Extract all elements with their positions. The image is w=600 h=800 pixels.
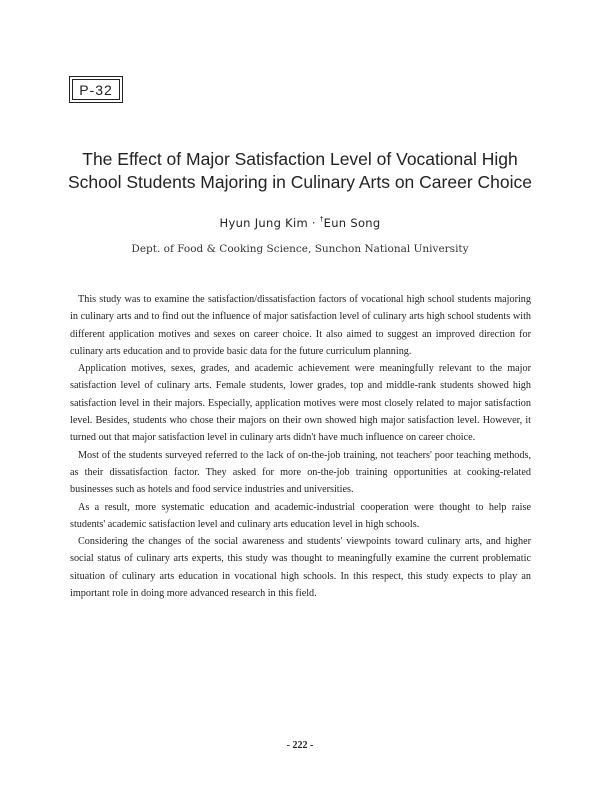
author-1: Hyun Jung Kim [219, 216, 308, 230]
poster-code-box [69, 76, 123, 103]
abstract-paragraph: As a result, more systematic education and academic-industrial cooperation were thought to help raise students' academic satisfaction level and culinary arts education level in high schools. [70, 501, 531, 530]
abstract-paragraph: Most of the students surveyed referred to the lack of on-the-job training, not teachers' poor teaching methods, as their dissatisfaction factor. They asked for more on-the-job training opportunities at cooking-related businesses such as hotels and food service industries and universities. [70, 449, 531, 496]
corresponding-author-mark: † [319, 215, 324, 224]
affiliation: Dept. of Food & Cooking Science, Sunchon National University [131, 243, 469, 255]
abstract-paragraph: This study was to examine the satisfaction/dissatisfaction factors of vocational high school students majoring in culinary arts and to find out the influence of major satisfaction level of culinary arts high school students with different application motives and sexes on career choice. It also aimed to suggest an improved direction for culinary arts education and to provide basic data for the future curriculum planning. [70, 294, 531, 357]
title-line-1: The Effect of Major Satisfaction Level of Vocational High [82, 149, 518, 169]
poster-code: P-32 [72, 79, 120, 100]
author-separator: · [307, 216, 320, 230]
author-2: Eun Song [323, 216, 381, 230]
title-line-2: School Students Majoring in Culinary Arts on Career Choice [68, 172, 532, 192]
page-number: - 222 - [286, 740, 314, 751]
abstract-paragraph: Considering the changes of the social awareness and students' viewpoints toward culinary arts, and higher social status of culinary arts experts, this study was thought to meaningfully examine the current problematic situation of culinary arts education in vocational high schools. In this respect, this study expects to play an important role in doing more advanced research in this field. [70, 536, 531, 600]
abstract-paragraph: Application motives, sexes, grades, and academic achievement were meaningfully relevant to the major satisfaction level of culinary arts. Female students, lower grades, top and middle-rank students showed high satisfaction level in their majors. Especially, application motives were most closely related to major satisfaction level. Besides, students who chose their majors on their own showed high major satisfaction level. However, it turned out that major satisfaction level in culinary arts didn't have much influence on career choice. [70, 363, 531, 444]
abstract-body [70, 291, 531, 602]
author-list [0, 216, 600, 230]
paper-title [40, 148, 560, 194]
